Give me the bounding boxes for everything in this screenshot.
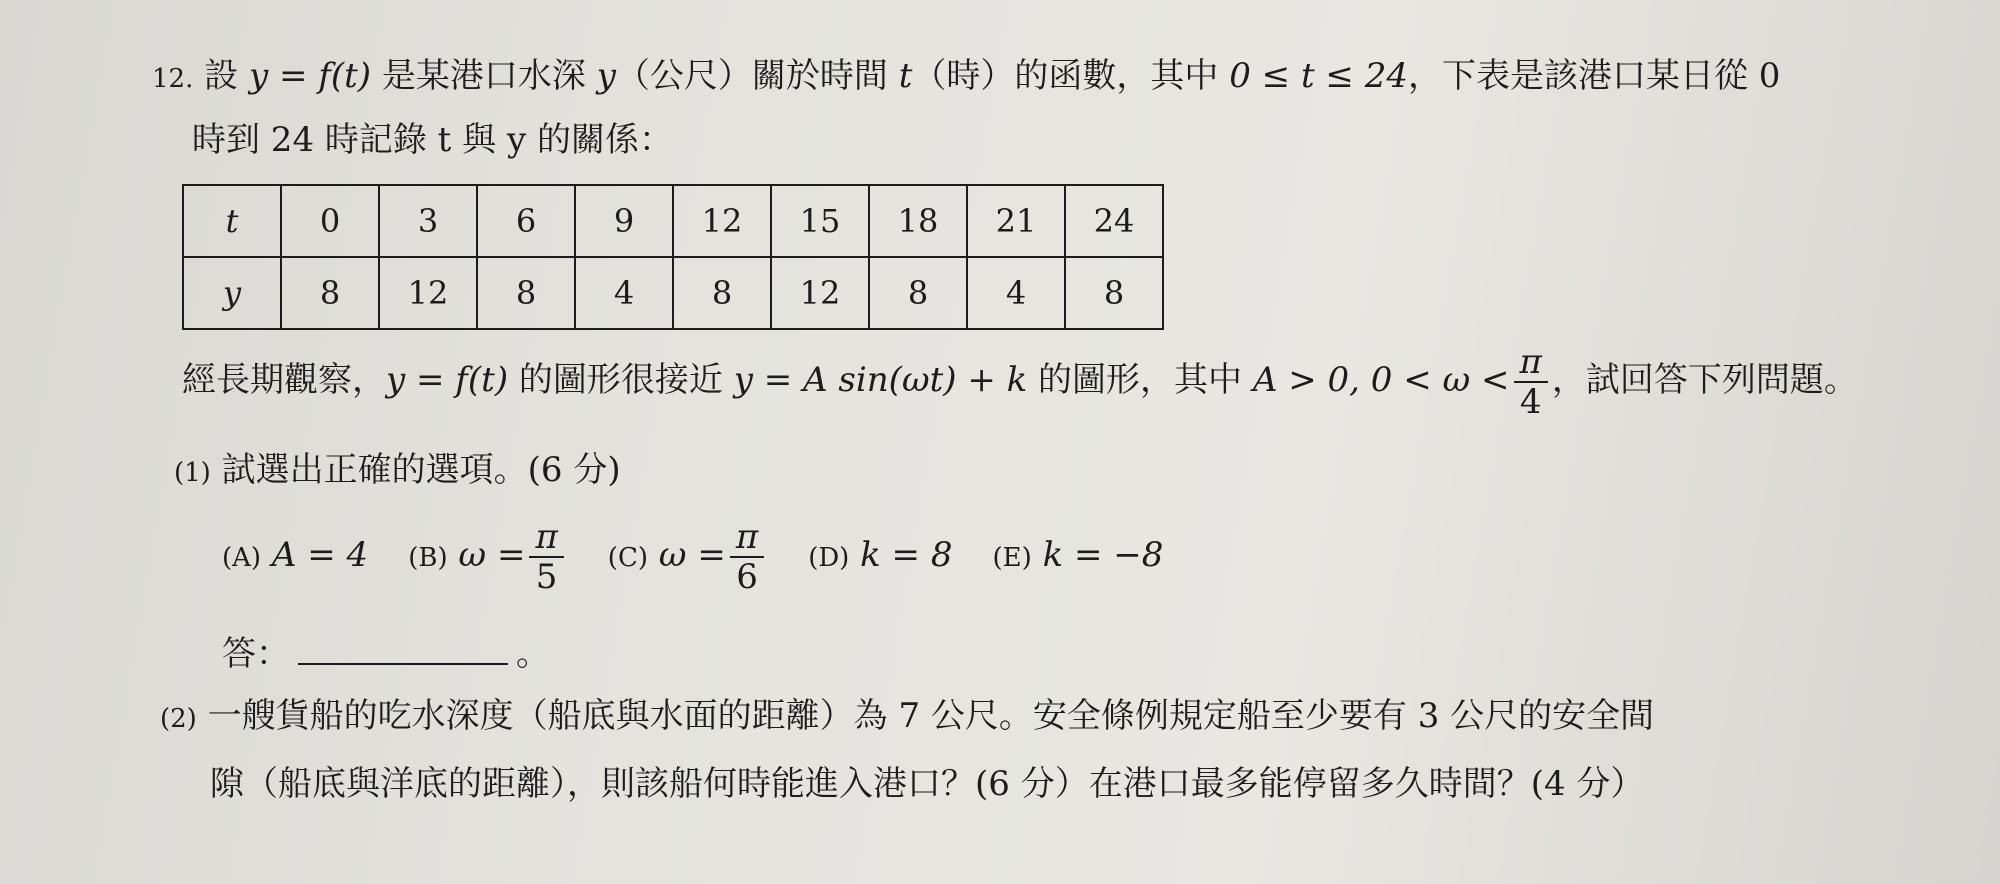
question-text-b: 是某港口水深 [371, 56, 597, 96]
option-e[interactable]: (E) k = −8 [992, 535, 1164, 575]
table-cell: 12 [771, 257, 869, 329]
table-header-y: y [183, 257, 281, 329]
part1-options [222, 512, 1203, 601]
answer-end: 。 [516, 634, 550, 674]
table-cell: 15 [771, 185, 869, 257]
observation-text-b: 的圖形很接近 [508, 360, 734, 400]
fraction-pi-over-4 [1514, 343, 1548, 421]
question-line-2: 時到 24 時記錄 t 與 y 的關係： [192, 120, 673, 160]
question-number: 12. [152, 64, 194, 94]
question-text-a: 設 [204, 56, 249, 96]
model-expression: y = A sin(ωt) + k [733, 360, 1028, 400]
table-cell: 8 [869, 257, 967, 329]
fraction-pi-over-5: $\frac{\pi}{5}$ [529, 518, 563, 596]
fraction-pi-over-6: $\frac{\pi}{6}$ [730, 518, 764, 596]
part2-text-1: 一艘貨船的吃水深度（船底與水面的距離）為 7 公尺。安全條例規定船至少要有 3 公尺的安全間 [196, 696, 1655, 736]
part1-heading [174, 448, 621, 495]
question-text-e: ，下表是該港口某日從 0 [1407, 56, 1781, 96]
observation-text-d: ，試回答下列問題。 [1551, 360, 1858, 400]
time-range: 0 ≤ t ≤ 24 [1229, 56, 1408, 96]
table-cell: 8 [1065, 257, 1163, 329]
table-cell: 8 [281, 257, 379, 329]
question-line-1 [152, 54, 1780, 101]
variable-y: y [596, 56, 616, 96]
table-cell: 8 [477, 257, 575, 329]
table-cell: 12 [379, 257, 477, 329]
fraction-denominator: 4 [1519, 382, 1542, 422]
table-cell: 4 [575, 257, 673, 329]
table-cell: 9 [575, 185, 673, 257]
observation-text-c: 的圖形，其中 [1027, 360, 1253, 400]
function-expression: y = f(t) [248, 56, 372, 96]
variable-t: t [898, 56, 913, 96]
part2-line-1 [160, 694, 1654, 741]
observation-line [182, 338, 1858, 422]
fraction-numerator: π [1514, 343, 1548, 383]
parameter-conditions: A > 0, 0 < ω < [1252, 360, 1510, 400]
table-cell: 24 [1065, 185, 1163, 257]
table-cell: 21 [967, 185, 1065, 257]
table-row-y [183, 257, 1163, 329]
part2-line-2: 隙（船底與洋底的距離），則該船何時能進入港口？(6 分）在港口最多能停留多久時間？(4 分） [210, 764, 1645, 804]
table-row-t [183, 185, 1163, 257]
answer-line [222, 632, 550, 676]
observation-function: y = f(t) [386, 360, 509, 400]
part1-label: (1) [174, 458, 211, 488]
data-table [182, 184, 1164, 330]
table-cell: 0 [281, 185, 379, 257]
observation-text-a: 經長期觀察， [182, 360, 386, 400]
table-header-t: t [183, 185, 281, 257]
option-a[interactable]: (A) A = 4 [222, 535, 369, 575]
table-cell: 12 [673, 185, 771, 257]
option-c[interactable]: (C) ω = $\frac{\pi}{6}$ [608, 535, 768, 575]
answer-blank[interactable] [298, 633, 508, 665]
table-cell: 18 [869, 185, 967, 257]
option-b[interactable]: (B) ω = $\frac{\pi}{5}$ [408, 535, 568, 575]
table-cell: 6 [477, 185, 575, 257]
part2-label: (2) [160, 704, 197, 734]
part1-text: 試選出正確的選項。(6 分) [210, 450, 621, 490]
table-cell: 3 [379, 185, 477, 257]
table-cell: 8 [673, 257, 771, 329]
answer-label: 答： [222, 634, 290, 674]
question-text-d: （時）的函數，其中 [912, 56, 1230, 96]
option-d[interactable]: (D) k = 8 [808, 535, 953, 575]
table-cell: 4 [967, 257, 1065, 329]
question-text-c: （公尺）關於時間 [615, 56, 899, 96]
